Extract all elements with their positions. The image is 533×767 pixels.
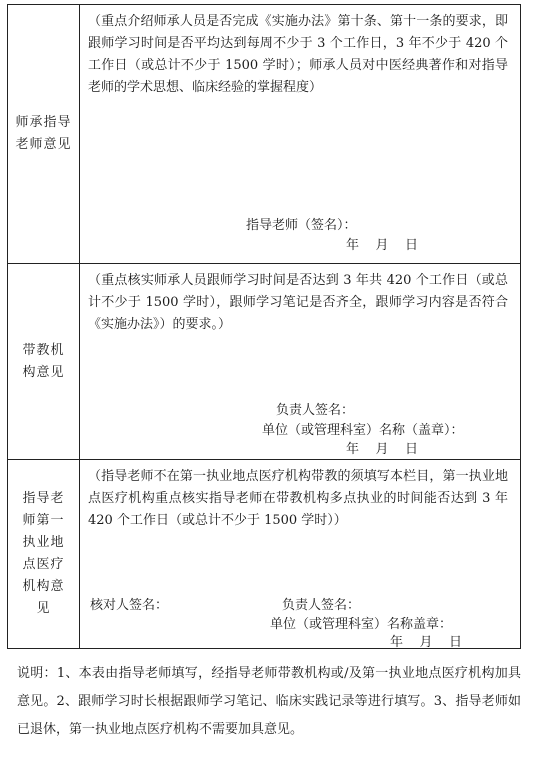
opinion-table — [7, 4, 521, 649]
instruction-text-first-practice: （指导老师不在第一执业地点医疗机构带教的须填写本栏目，第一执业地点医疗机构重点核实指导老师在带教机构多点执业的时间能否达到 3 年 420 个工作日（或总计不少于 1500 学时）） — [88, 469, 508, 528]
date-line-institution: 年 月 日 — [346, 442, 419, 457]
signature-label-first-practice-head: 负责人签名： — [282, 598, 361, 613]
table-row-first-practice-opinion — [8, 460, 520, 648]
signature-label-mentor: 指导老师（签名）： — [246, 218, 357, 233]
row-content-mentor-opinion — [80, 5, 520, 263]
signature-label-institution-head: 负责人签名： — [276, 403, 355, 418]
instruction-text-institution: （重点核实师承人员跟师学习时间是否达到 3 年共 420 个工作日（或总计不少于 1500 学时），跟师学习笔记是否齐全，跟师学习内容是否符合《实施办法》）的要求。） — [88, 273, 508, 332]
date-line-first-practice: 年 月 日 — [390, 635, 463, 650]
checker-signature-label: 核对人签名： — [90, 598, 169, 613]
row-label-first-practice: 指导老师第一执业地点医疗机构意见 — [8, 460, 80, 648]
date-line-mentor: 年 月 日 — [346, 238, 419, 253]
unit-seal-label-first-practice: 单位（或管理科室）名称盖章： — [270, 617, 453, 632]
table-row-mentor-opinion — [8, 5, 520, 264]
instruction-text-mentor: （重点介绍师承人员是否完成《实施办法》第十条、第十一条的要求，即跟师学习时间是否平均达到每周不少于 3 个工作日，3 年不少于 420 个工作日（或总计不少于 1500 学时）；师承人员对中医经典著作和对指导老师的学术思想、临床经验的掌握程度） — [88, 14, 508, 95]
row-label-mentor-opinion: 师承指导老师意见 — [8, 5, 80, 263]
table-row-teaching-institution-opinion — [8, 264, 520, 460]
row-label-teaching-institution: 带教机构意见 — [8, 264, 80, 459]
row-content-first-practice — [80, 460, 520, 648]
unit-seal-label-institution: 单位（或管理科室）名称（盖章）： — [262, 423, 464, 438]
footnote-explanation: 说明：1、本表由指导老师填写，经指导老师带教机构或/及第一执业地点医疗机构加具意见。2、跟师学习时长根据跟师学习笔记、临床实践记录等进行填写。3、指导老师如已退休，第一执业地点医疗机构不需要加具意见。 — [17, 666, 521, 737]
row-content-teaching-institution — [80, 264, 520, 459]
